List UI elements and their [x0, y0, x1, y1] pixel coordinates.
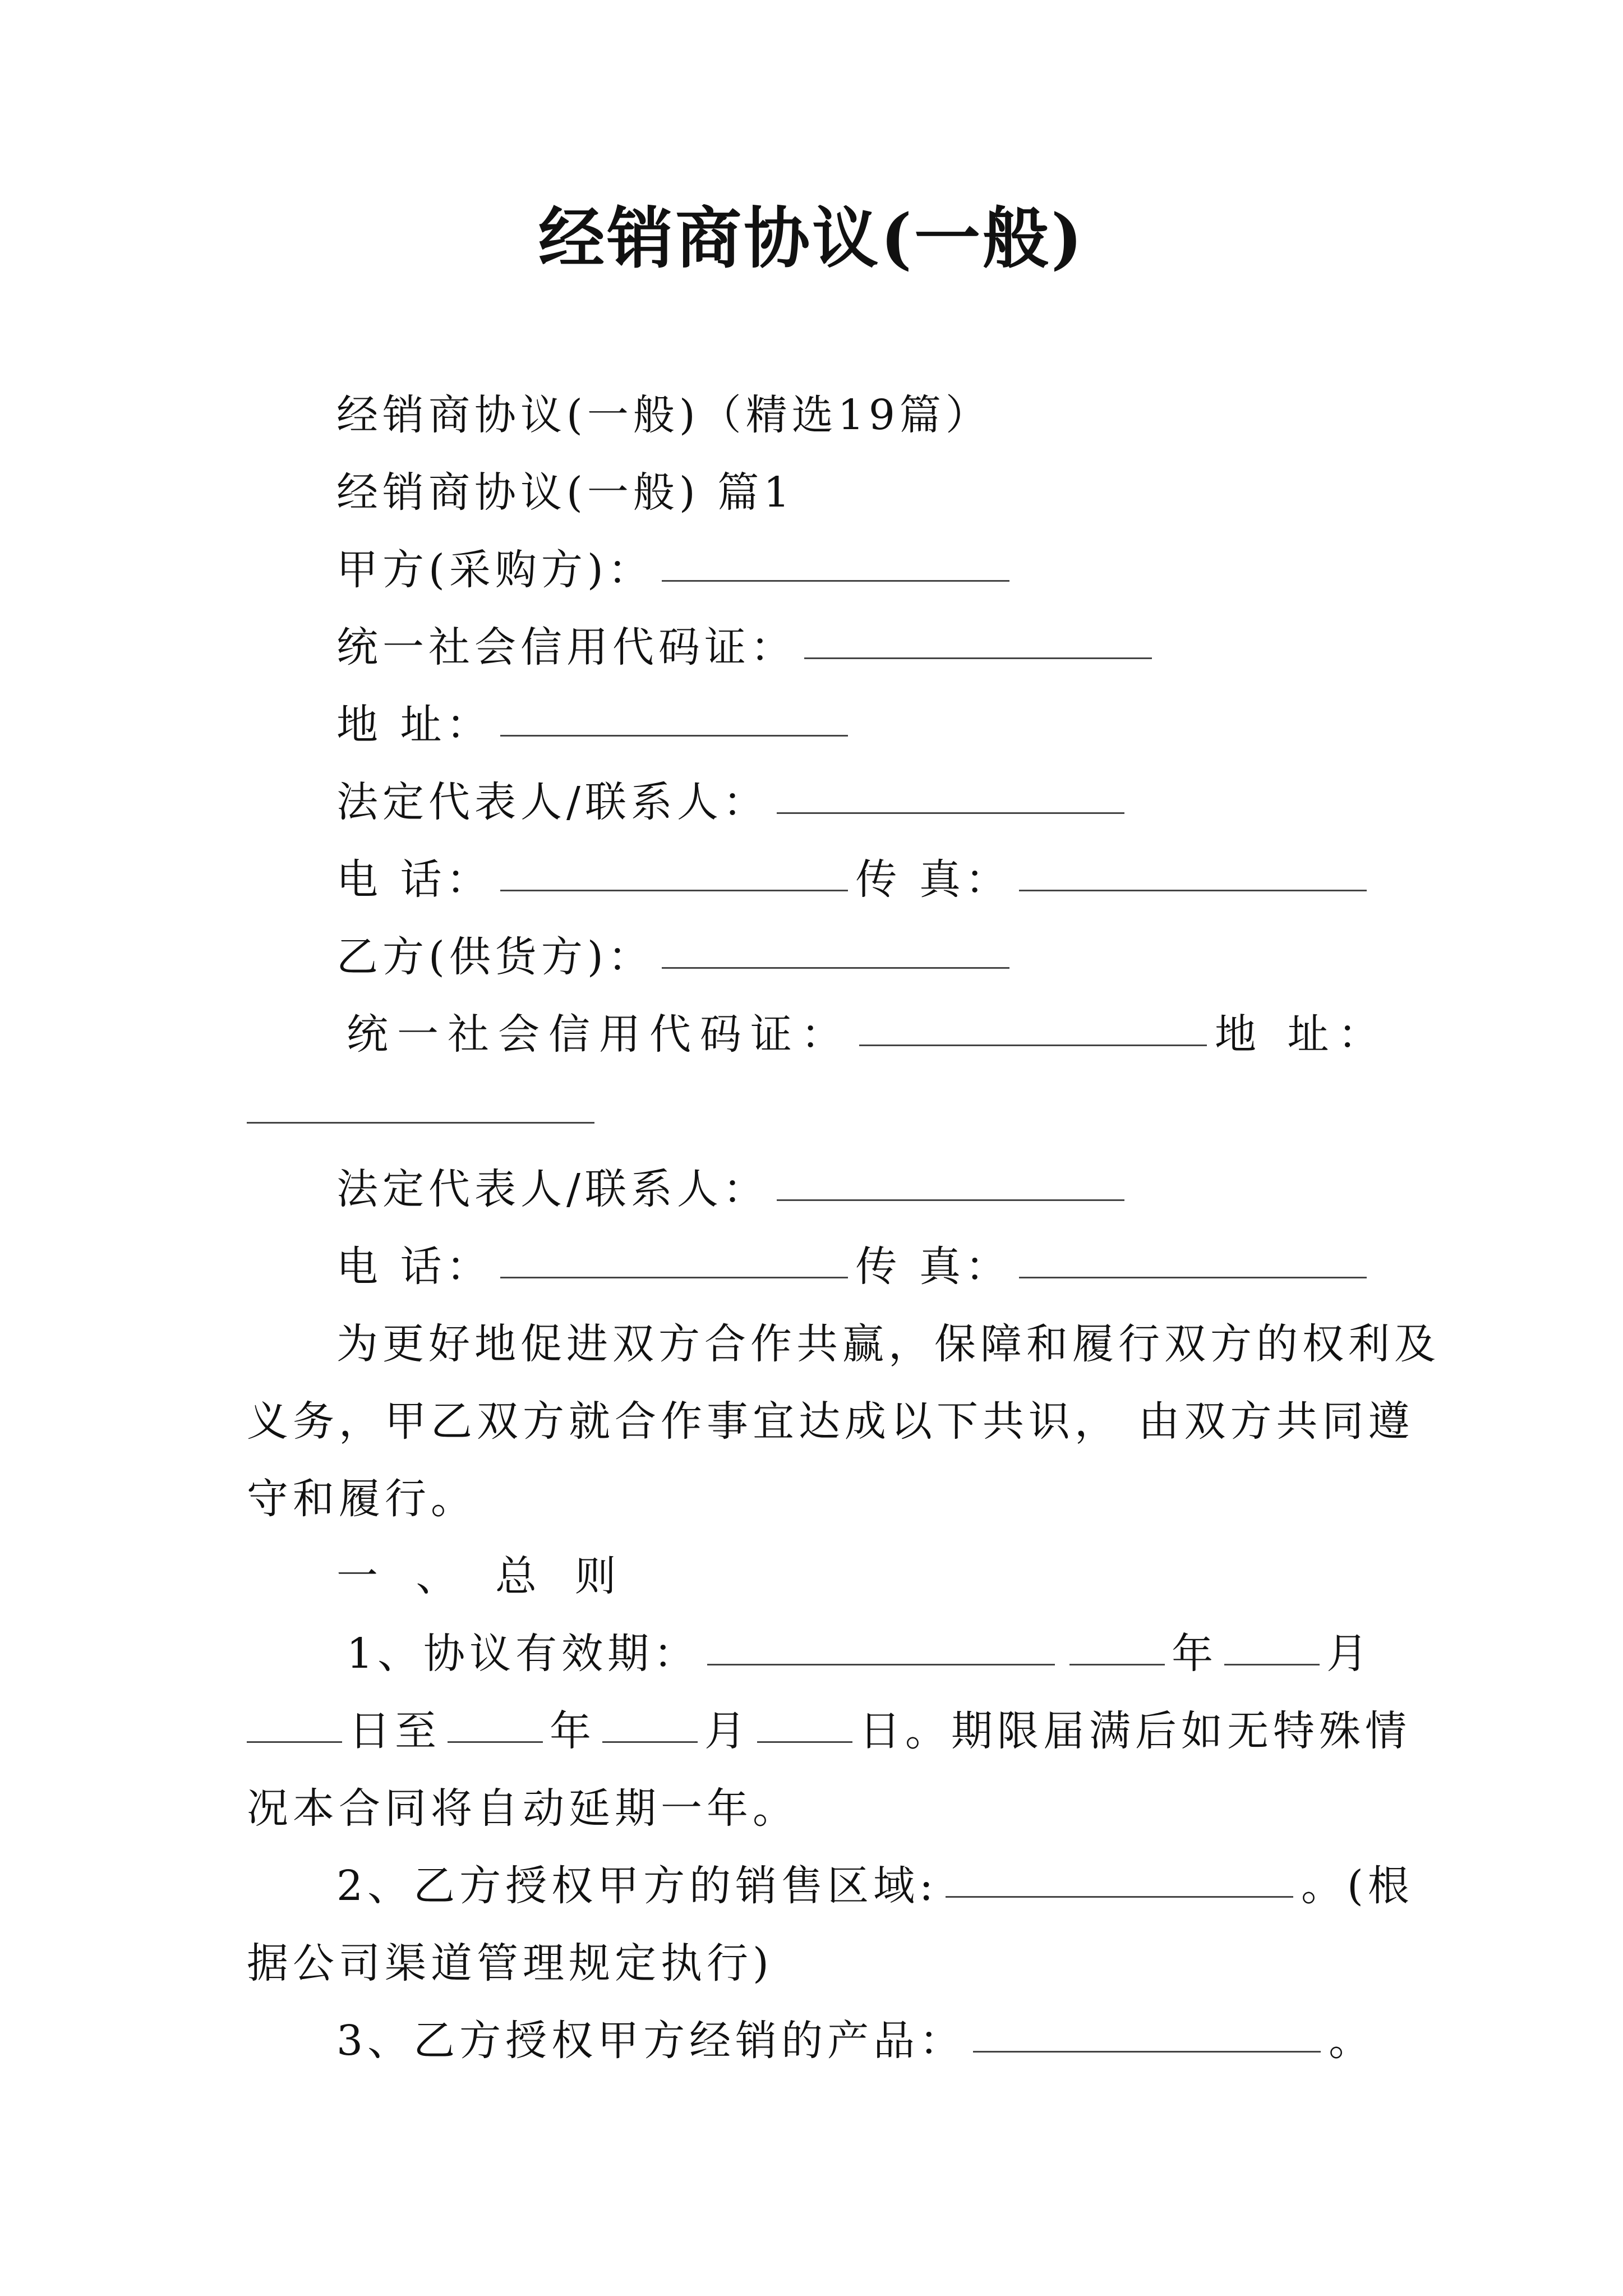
party-b-rep-blank — [777, 1160, 1124, 1201]
item1-year: 年 — [1172, 1630, 1218, 1678]
item1-tail: 日。期限届满后如无特殊情 — [859, 1707, 1411, 1755]
party-b-address-label: 地 址： — [1215, 1010, 1389, 1059]
item1-blank-end-year — [448, 1702, 543, 1743]
party-a-phone-line — [336, 852, 1375, 908]
party-a-rep-label: 法定代表人/联系人： — [336, 778, 769, 826]
party-a-blank — [662, 541, 1009, 582]
party-b-phone-blank — [500, 1237, 848, 1278]
item2-blank-region — [946, 1857, 1293, 1898]
party-b-label: 乙方(供货方)： — [336, 933, 654, 981]
party-a-credit-line — [336, 619, 1160, 675]
chapter-heading: 经销商协议(一般) 篇1 — [336, 468, 795, 517]
party-b-fax-label: 传 真： — [855, 1243, 1012, 1291]
item2-lead: 2、乙方授权甲方的销售区域: — [336, 1862, 938, 1910]
party-a-rep-line — [336, 774, 1132, 830]
party-b-address-line — [247, 1084, 602, 1140]
party-b-fax-blank — [1019, 1237, 1367, 1278]
item2-tail: 。(根 — [1301, 1862, 1414, 1910]
doc-title: 经销商协议(一般) — [538, 199, 1085, 277]
item1-month-2: 月 — [704, 1707, 750, 1755]
item1-line-1 — [347, 1626, 1372, 1682]
item3-tail: 。 — [1329, 2017, 1375, 2065]
party-a-fax-blank — [1019, 850, 1367, 891]
party-a-label: 甲方(采购方)： — [336, 546, 654, 594]
party-a-credit-blank — [804, 618, 1152, 659]
item3-lead: 3、乙方授权甲方经销的产品： — [336, 2017, 966, 2065]
section-general: 一 、 总 则 — [336, 1552, 629, 1600]
intro-line-2: 义务，甲乙双方就合作事宜达成以下共识， 由双方共同遵 — [247, 1397, 1414, 1446]
item1-lead: 1、协议有效期： — [347, 1630, 700, 1678]
item1-line-3: 况本合同将自动延期一年。 — [247, 1784, 799, 1833]
item1-blank-start-year — [1069, 1625, 1165, 1665]
item3-line-1 — [336, 2013, 1375, 2069]
item1-month: 月 — [1326, 1630, 1373, 1678]
party-a-address-blank — [500, 696, 848, 737]
item1-blank-end-day — [757, 1702, 852, 1743]
item1-day-to: 日至 — [349, 1707, 441, 1755]
party-a-line — [336, 542, 1017, 598]
party-b-line — [336, 929, 1017, 985]
item1-blank-start-month — [1224, 1625, 1320, 1665]
item1-year-2: 年 — [550, 1707, 596, 1755]
intro-line-1: 为更好地促进双方合作共赢，保障和履行双方的权利及 — [336, 1320, 1440, 1368]
party-b-credit-line — [347, 1006, 1389, 1062]
party-a-fax-label: 传 真： — [855, 855, 1012, 904]
item2-line-1 — [336, 1858, 1414, 1914]
intro-line-3: 守和履行。 — [247, 1475, 477, 1523]
party-a-address-line — [336, 697, 856, 753]
item1-blank-term — [707, 1625, 1055, 1665]
party-a-phone-blank — [500, 850, 848, 891]
party-b-address-blank — [247, 1083, 594, 1124]
item1-blank-end-month — [602, 1702, 698, 1743]
party-a-rep-blank — [777, 773, 1124, 814]
party-a-credit-label: 统一社会信用代码证： — [336, 623, 796, 671]
party-b-blank — [662, 928, 1009, 969]
party-a-address-label: 地 址： — [336, 701, 492, 749]
party-b-rep-label: 法定代表人/联系人： — [336, 1165, 769, 1213]
party-b-phone-label: 电 话： — [336, 1243, 492, 1291]
item1-line-2 — [247, 1703, 1411, 1759]
party-a-phone-label: 电 话： — [336, 855, 492, 904]
item2-line-2: 据公司渠道管理规定执行) — [247, 1939, 773, 1987]
item3-blank-products — [973, 2012, 1321, 2053]
doc-subtitle: 经销商协议(一般)（精选19篇） — [336, 391, 992, 439]
party-b-phone-line — [336, 1239, 1375, 1295]
party-b-credit-label: 统一社会信用代码证： — [347, 1010, 851, 1059]
item1-blank-start-day — [247, 1702, 342, 1743]
party-b-rep-line — [336, 1161, 1132, 1217]
party-b-credit-blank — [859, 1005, 1207, 1046]
